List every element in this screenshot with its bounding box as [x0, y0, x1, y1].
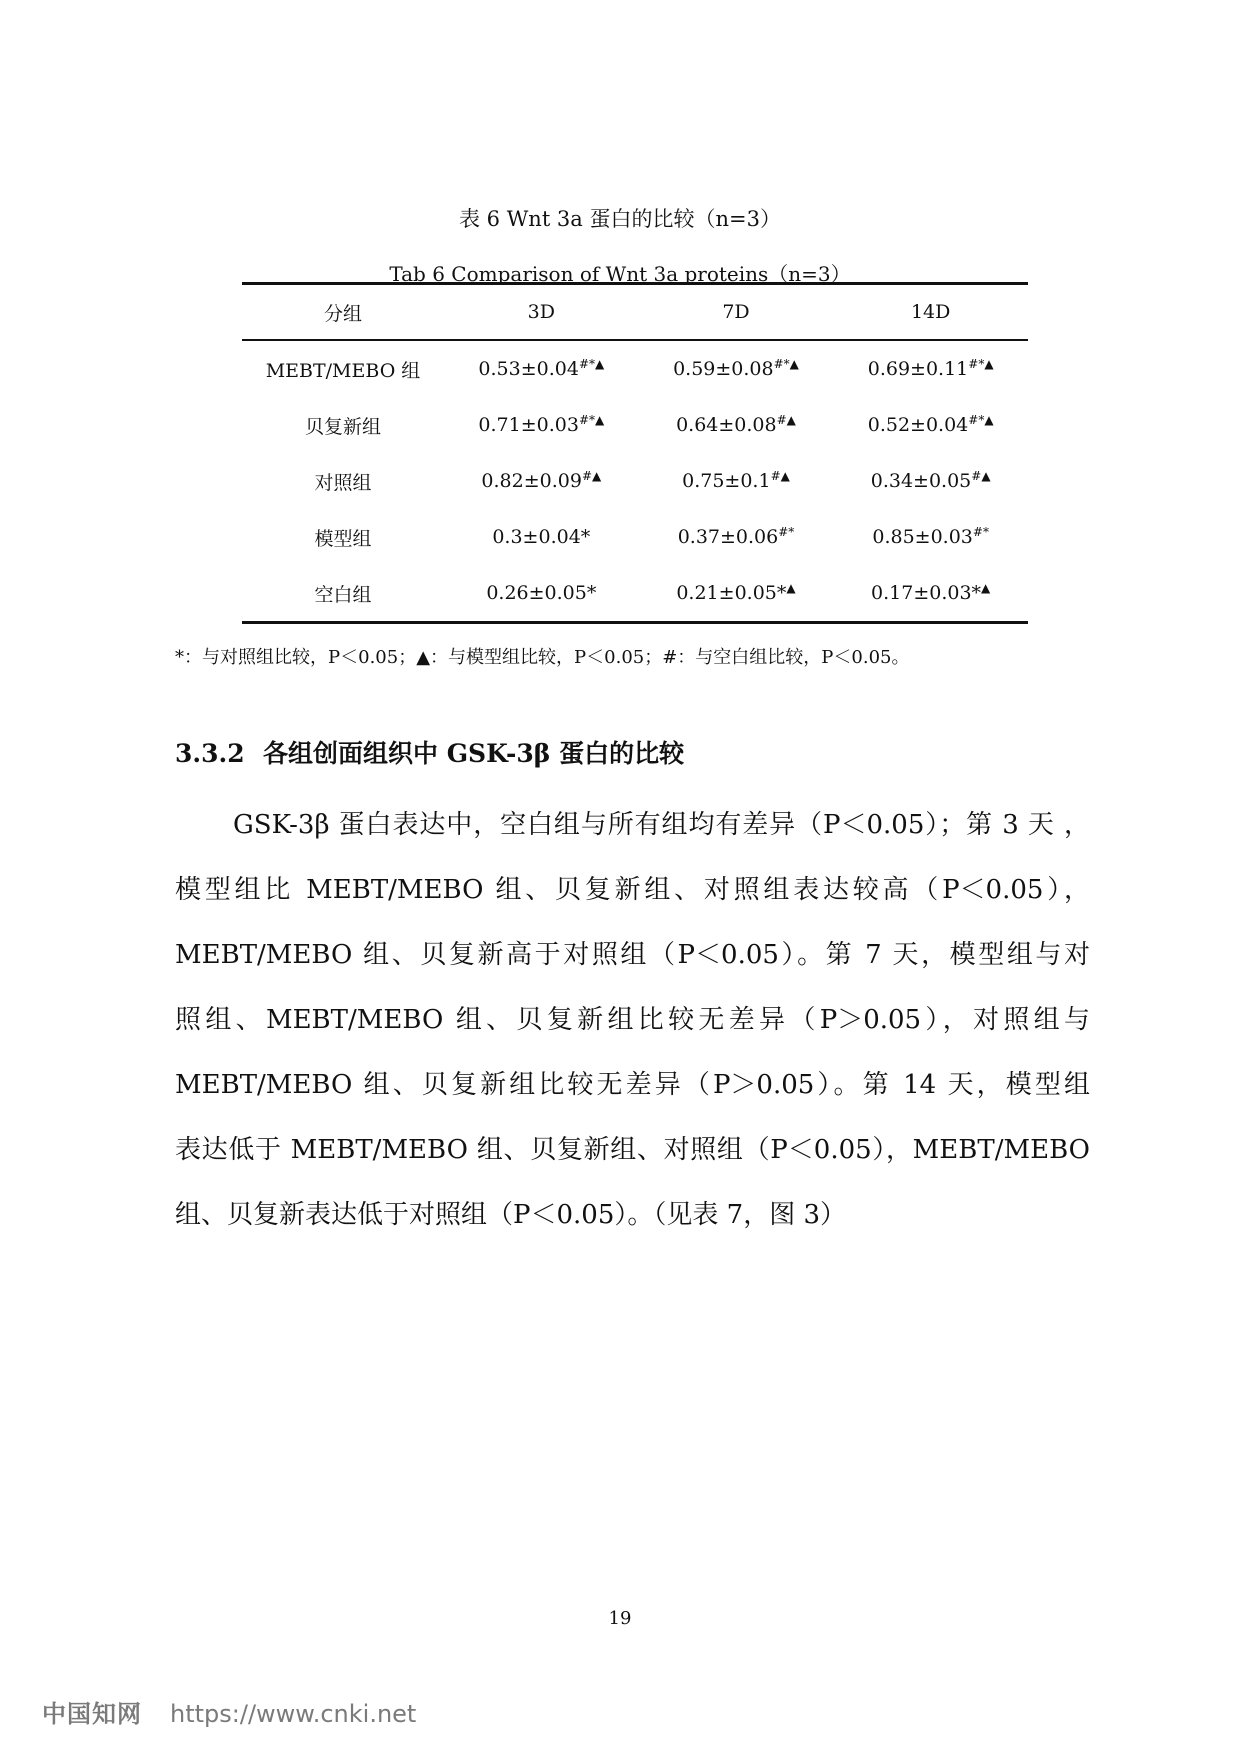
cell-value: 0.3±0.04*	[492, 526, 591, 548]
header-3d: 3D	[444, 284, 639, 341]
section-number: 3.3.2	[175, 739, 245, 768]
significance-marker: #*	[778, 525, 795, 539]
value-cell	[444, 397, 639, 453]
paragraph-line: 照组、MEBT/MEBO 组、贝复新组比较无差异（P＞0.05），对照组与	[175, 1005, 1090, 1035]
value-cell	[833, 340, 1028, 397]
page-number: 19	[608, 1608, 632, 1629]
cnki-logo: 中国知网	[42, 1700, 142, 1728]
value-cell	[639, 397, 834, 453]
significance-marker: #▲	[971, 469, 991, 483]
significance-marker: #*▲	[968, 357, 994, 371]
group-cell: 空白组	[314, 583, 372, 606]
cell-value: 0.26±0.05*	[486, 582, 597, 604]
significance-marker: #▲	[770, 469, 790, 483]
watermark-url: https://www.cnki.net	[170, 1700, 417, 1728]
table-caption-cn: 表 6 Wnt 3a 蛋白的比较（n=3）	[459, 207, 781, 231]
wnt3a-table	[242, 282, 1028, 624]
table-row	[242, 340, 1028, 397]
cell-value: 0.53±0.04	[478, 358, 579, 380]
body-paragraph	[175, 793, 1090, 1248]
table-row	[242, 397, 1028, 453]
value-cell	[444, 453, 639, 509]
value-cell	[833, 565, 1028, 623]
significance-marker: #▲	[581, 469, 602, 483]
table-row	[242, 509, 1028, 565]
cell-value: 0.82±0.09	[481, 470, 582, 492]
value-cell	[639, 453, 834, 509]
cell-value: 0.52±0.04	[867, 414, 969, 436]
header-7d: 7D	[639, 284, 834, 341]
table-row	[242, 453, 1028, 509]
group-cell: 模型组	[314, 527, 372, 550]
value-cell	[639, 509, 834, 565]
data-table-container	[242, 282, 1028, 624]
significance-marker: ▲	[981, 581, 991, 595]
value-cell	[639, 340, 834, 397]
paragraph-line: 组、贝复新表达低于对照组（P＜0.05）。（见表 7，图 3）	[175, 1200, 846, 1230]
group-cell: MEBT/MEBO 组	[265, 359, 421, 382]
significance-marker: ▲	[786, 581, 796, 595]
paragraph-line: GSK-3β 蛋白表达中，空白组与所有组均有差异（P＜0.05）；第 3 天 ，	[233, 810, 1090, 840]
cell-value: 0.37±0.06	[677, 526, 779, 548]
value-cell	[833, 397, 1028, 453]
significance-marker: #*▲	[578, 357, 605, 371]
value-cell	[444, 509, 639, 565]
significance-marker: #*	[972, 525, 989, 539]
paragraph-line: 模型组比 MEBT/MEBO 组、贝复新组、对照组表达较高（P＜0.05），	[175, 875, 1090, 905]
cell-value: 0.17±0.03*	[871, 582, 982, 604]
cell-value: 0.21±0.05*	[676, 582, 787, 604]
paragraph-line: 表达低于 MEBT/MEBO 组、贝复新组、对照组（P＜0.05），MEBT/MEBO	[175, 1135, 1090, 1165]
cell-value: 0.71±0.03	[478, 414, 579, 436]
table-caption-en: Tab 6 Comparison of Wnt 3a proteins（n=3）	[389, 262, 851, 286]
cell-value: 0.34±0.05	[870, 470, 972, 492]
value-cell	[444, 340, 639, 397]
table-row	[242, 565, 1028, 623]
header-14d: 14D	[833, 284, 1028, 341]
section-heading	[175, 734, 684, 770]
header-group: 分组	[242, 284, 444, 341]
cell-value: 0.75±0.1	[682, 470, 771, 492]
section-title: 各组创面组织中 GSK-3β 蛋白的比较	[263, 739, 685, 768]
significance-marker: #*▲	[773, 357, 799, 371]
cell-value: 0.59±0.08	[673, 358, 774, 380]
group-cell: 对照组	[314, 471, 372, 494]
cell-value: 0.64±0.08	[676, 414, 777, 436]
cell-value: 0.85±0.03	[872, 526, 973, 548]
group-cell: 贝复新组	[304, 415, 381, 438]
cnki-watermark	[42, 1694, 416, 1729]
significance-marker: #*▲	[578, 413, 605, 427]
table-note: *：与对照组比较，P＜0.05；▲：与模型组比较，P＜0.05；#：与空白组比较，P＜0.05。	[175, 647, 910, 668]
table-header-row	[242, 284, 1028, 341]
paragraph-line: MEBT/MEBO 组、贝复新组比较无差异（P＞0.05）。第 14 天，模型组	[175, 1070, 1090, 1100]
significance-marker: #*▲	[968, 413, 994, 427]
value-cell	[444, 565, 639, 623]
cell-value: 0.69±0.11	[867, 358, 969, 380]
value-cell	[833, 509, 1028, 565]
value-cell	[639, 565, 834, 623]
value-cell	[833, 453, 1028, 509]
significance-marker: #▲	[776, 413, 796, 427]
paragraph-line: MEBT/MEBO 组、贝复新高于对照组（P＜0.05）。第 7 天，模型组与对	[175, 940, 1090, 970]
